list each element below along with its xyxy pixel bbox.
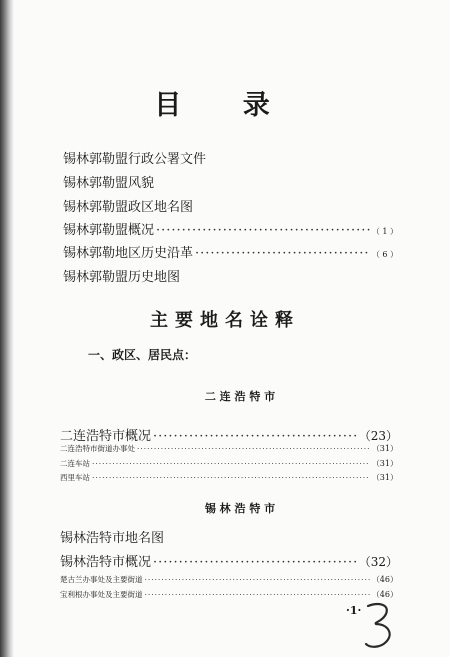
city-entry-page: （32） xyxy=(358,555,398,569)
city-entry[interactable] xyxy=(60,574,398,585)
toc-entry-text: 锡林郭勒盟行政公署文件 xyxy=(63,152,207,167)
leader-dots xyxy=(137,444,370,453)
leader-dots xyxy=(92,473,370,482)
toc-entry-text: 锡林郭勒盟政区地名图 xyxy=(63,200,194,215)
handwritten-mark xyxy=(360,600,400,652)
city-entry-page: （23） xyxy=(358,429,398,443)
city-entry-page: （46） xyxy=(371,590,398,599)
city-heading: 锡 林 浩 特 市 xyxy=(204,502,276,515)
city-entry[interactable] xyxy=(60,472,398,483)
toc-entry-text: 锡林郭勒地区历史沿革 xyxy=(63,246,194,261)
toc-entry[interactable] xyxy=(63,219,398,238)
city-entry-page: （31） xyxy=(371,459,398,468)
city-entry[interactable] xyxy=(60,527,398,546)
city-entry[interactable] xyxy=(60,458,398,469)
toc-page-number: （ 1 ） xyxy=(371,227,398,236)
leader-dots xyxy=(195,246,370,261)
leader-dots xyxy=(145,575,370,584)
city-entry-text: 楚古兰办事处及主要街道 xyxy=(60,575,143,584)
subsection-heading: 一、政区、居民点： xyxy=(88,348,197,362)
toc-entry[interactable] xyxy=(63,148,398,167)
toc-entry[interactable] xyxy=(63,172,398,191)
city-entry-page: （46） xyxy=(371,575,398,584)
section-title: 主要地名诠释 xyxy=(150,310,300,331)
toc-entry-text: 锡林郭勒盟风貌 xyxy=(63,176,155,191)
leader-dots xyxy=(92,459,370,468)
city-entry-text: 二连车站 xyxy=(60,459,90,468)
city-entry[interactable] xyxy=(60,551,398,570)
city-entry-text: 锡林浩特市地名图 xyxy=(60,531,165,546)
city-entry-text: 西里车站 xyxy=(60,473,90,482)
leader-dots xyxy=(145,590,370,599)
leader-dots xyxy=(153,429,357,444)
city-entry[interactable] xyxy=(60,443,398,454)
city-entry[interactable] xyxy=(60,589,398,600)
city-entry-text: 锡林浩特市概况 xyxy=(60,555,152,570)
toc-page-number: （ 6 ） xyxy=(371,250,398,259)
city-entry-text: 二连浩特市街道办事处 xyxy=(60,444,135,453)
toc-entry-text: 锡林郭勒盟概况 xyxy=(63,223,155,238)
city-entry-text: 宝利根办事处及主要街道 xyxy=(60,590,143,599)
leader-dots xyxy=(153,555,357,570)
page-title: 目 录 xyxy=(154,90,296,121)
city-entry-page: （31） xyxy=(371,444,398,453)
city-entry[interactable] xyxy=(60,425,398,444)
toc-entry[interactable] xyxy=(63,266,398,285)
leader-dots xyxy=(156,223,370,238)
toc-entry[interactable] xyxy=(63,242,398,261)
toc-entry[interactable] xyxy=(63,196,398,215)
page-number: ·1· xyxy=(346,604,362,617)
city-entry-text: 二连浩特市概况 xyxy=(60,429,152,444)
city-heading: 二 连 浩 特 市 xyxy=(204,390,276,403)
city-entry-page: （31） xyxy=(371,473,398,482)
toc-entry-text: 锡林郭勒盟历史地图 xyxy=(63,270,181,285)
